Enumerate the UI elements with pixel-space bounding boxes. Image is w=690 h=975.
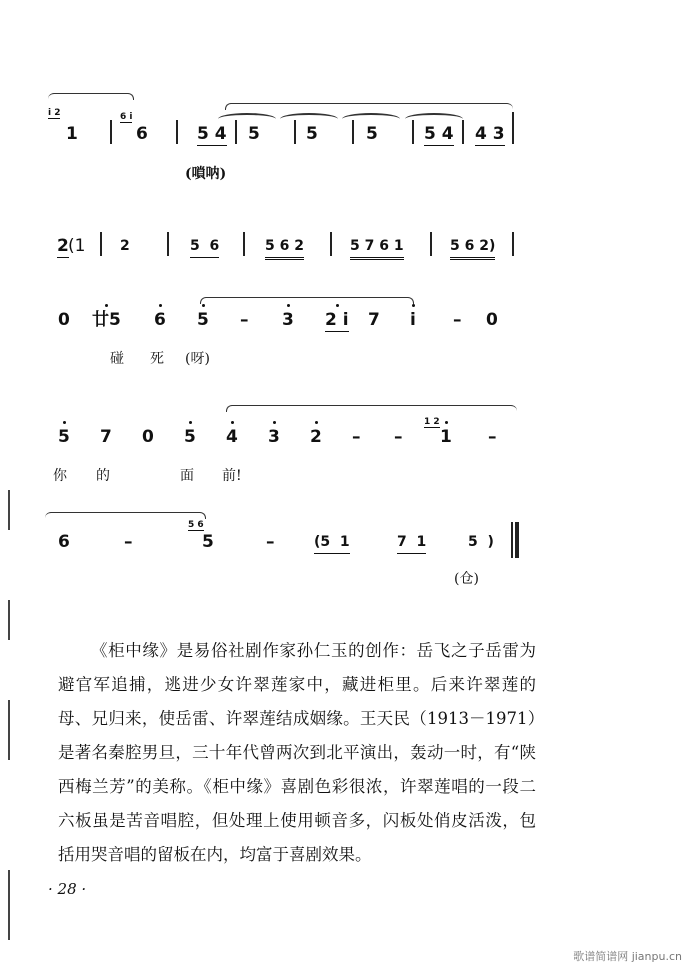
note: 1	[66, 124, 78, 144]
lyric: 的	[96, 468, 110, 484]
lyric: 面	[180, 468, 194, 484]
bar-line	[100, 232, 102, 256]
slur	[226, 405, 517, 412]
note: 6	[136, 124, 148, 144]
page-number: · 28 ·	[48, 880, 87, 898]
note: 5	[248, 124, 260, 144]
dash: –	[266, 532, 275, 552]
bar-line	[243, 232, 245, 256]
note: 5	[58, 427, 70, 447]
note: 2	[310, 427, 322, 447]
slur	[200, 297, 414, 304]
lyric: 前!	[222, 468, 242, 484]
note-group: 7 1	[397, 532, 426, 554]
bar-line	[110, 120, 112, 144]
paragraph-text: 《柜中缘》是易俗社剧作家孙仁玉的创作：岳飞之子岳雷为避官军追捕，逃进少女许翠莲家中，藏进柜里。后来许翠莲的母、兄归来，使岳雷、许翠莲结成姻缘。王天民（1913－1971）是著名秦腔男旦，三十年代曾两次到北平演出，轰动一时，有“陕西梅兰芳”的美称。《柜中缘》喜剧色彩很浓，许翠莲唱的一段二六板虽是苦音唱腔，但处理上使用顿音多，闪板处俏皮活泼，包括用哭音唱的留板在内，均富于喜剧效果。	[58, 641, 536, 864]
bar-line	[167, 232, 169, 256]
bar-line	[176, 120, 178, 144]
note-group: 5 4	[424, 124, 454, 144]
note: 0	[486, 310, 498, 330]
bar-line	[352, 120, 354, 144]
bar-line	[330, 232, 332, 256]
note: i	[410, 310, 416, 330]
note: 廿5	[92, 310, 121, 330]
commentary-paragraph	[58, 634, 536, 872]
note: 6	[58, 532, 70, 552]
note: 2	[120, 238, 130, 254]
note: 7	[100, 427, 112, 447]
slur	[45, 512, 206, 519]
note-group: 5 6 2	[265, 236, 304, 260]
note: (1	[68, 236, 86, 256]
note-group: (5 1	[314, 532, 350, 554]
note-group: 2 i	[325, 310, 349, 330]
bar-line	[512, 112, 514, 144]
dash: –	[240, 310, 249, 330]
note: 2	[57, 236, 69, 256]
bar-line	[512, 232, 514, 256]
note: 5	[202, 532, 214, 552]
grace-note: i 2	[48, 108, 61, 118]
scan-edge	[8, 600, 10, 640]
note-group: 5 )	[468, 534, 494, 550]
note: 5	[197, 310, 209, 330]
scan-edge	[8, 870, 10, 940]
note: 1	[440, 427, 452, 447]
grace-note: 5 6	[188, 520, 204, 530]
note: 5	[306, 124, 318, 144]
slur	[225, 103, 513, 110]
note-group: 4 3	[475, 124, 505, 144]
note: 4	[226, 427, 238, 447]
note: 5	[184, 427, 196, 447]
grace-note: 1 2	[424, 417, 440, 427]
bar-line	[412, 120, 414, 144]
dash: –	[453, 310, 462, 330]
note: 0	[58, 310, 70, 330]
note: 6	[154, 310, 166, 330]
final-bar-line	[515, 522, 519, 558]
percussion-caption: (仓)	[454, 571, 479, 587]
lyric: 死	[150, 351, 164, 367]
lyric: 你	[53, 468, 67, 484]
note: 5	[366, 124, 378, 144]
final-bar-line	[511, 522, 513, 558]
watermark: 歌谱简谱网 jianpu.cn	[573, 950, 682, 963]
dash: –	[124, 532, 133, 552]
note: 7	[368, 310, 380, 330]
scan-edge	[8, 700, 10, 760]
dash: –	[394, 427, 403, 447]
note: 3	[268, 427, 280, 447]
dash: –	[488, 427, 497, 447]
note: 3	[282, 310, 294, 330]
bar-line	[294, 120, 296, 144]
lyric: (呀)	[185, 351, 210, 367]
lyric: 碰	[110, 351, 124, 367]
instrument-caption: (嗩呐)	[185, 166, 227, 182]
bar-line	[235, 120, 237, 144]
dash: –	[352, 427, 361, 447]
slur	[48, 93, 134, 100]
note-group: 5 6	[190, 236, 219, 258]
note-group: 5 6 2)	[450, 236, 495, 260]
scan-edge	[8, 490, 10, 530]
bar-line	[430, 232, 432, 256]
grace-note: 6 i	[120, 112, 133, 122]
note-group: 5 4	[197, 124, 227, 144]
bar-line	[462, 120, 464, 144]
note: 0	[142, 427, 154, 447]
note-group: 5 7 6 1	[350, 236, 404, 260]
